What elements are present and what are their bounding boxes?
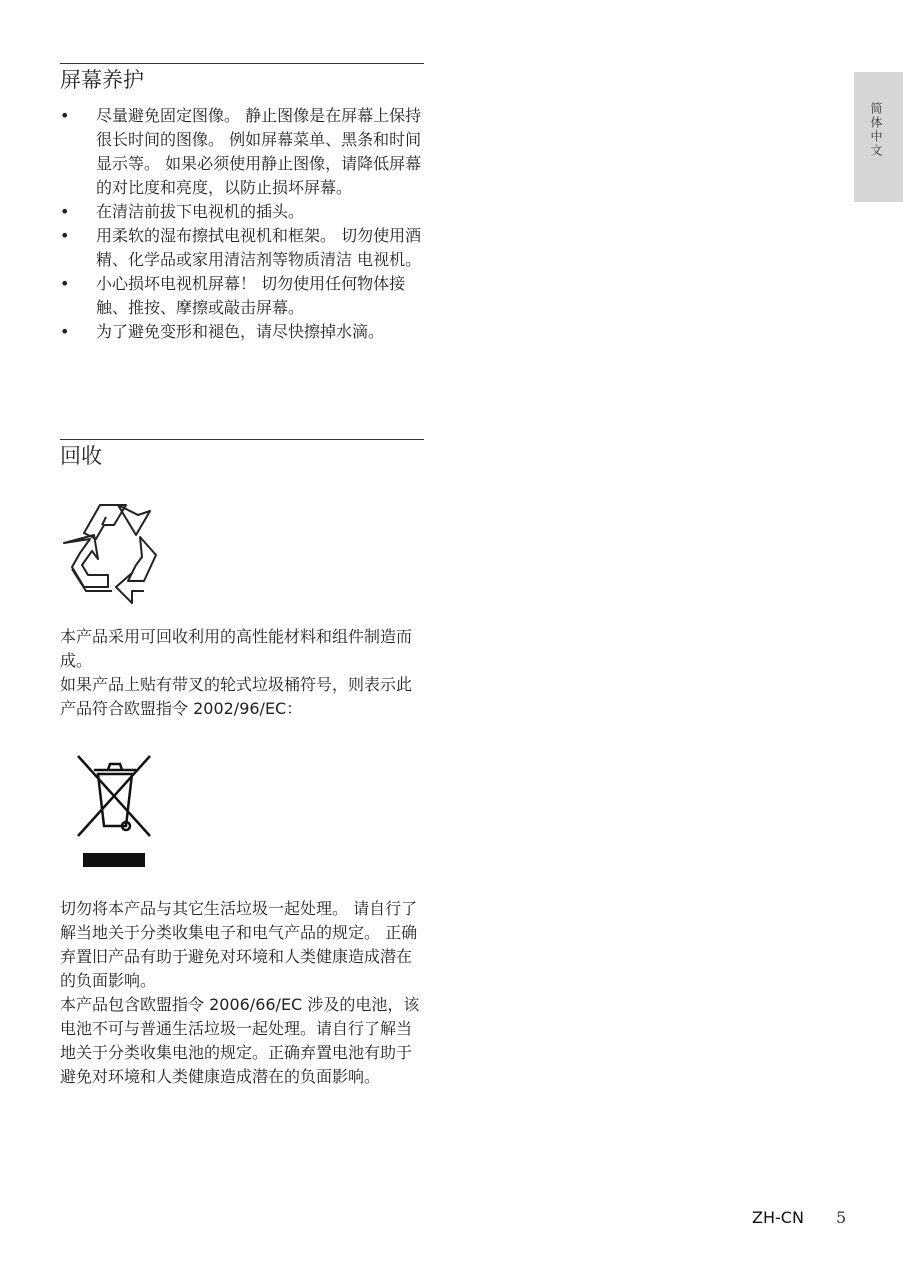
language-side-tab <box>854 72 903 202</box>
list-item: • 为了避免变形和褪色，请尽快擦掉水滴。 <box>60 320 424 344</box>
list-item: • 在清洁前拔下电视机的插头。 <box>60 200 424 224</box>
recycling-text-1 <box>60 625 424 721</box>
bullet-icon: • <box>60 226 70 245</box>
recycling-paragraph-3: 切勿将本产品与其它生活垃圾一起处理。 请自行了解当地关于分类收集电子和电气产品的规定。 正确弃置旧产品有助于避免对环境和人类健康造成潜在的负面影响。 <box>60 899 418 990</box>
recycling-text-2 <box>60 897 424 1089</box>
list-item: • 尽量避免固定图像。 静止图像是在屏幕上保持很长时间的图像。 例如屏幕菜单、黑条和时间显示等。 如果必须使用静止图像，请降低屏幕的对比度和亮度，以防止损坏屏幕。 <box>60 106 422 197</box>
list-item: • 小心损坏电视机屏幕！ 切勿使用任何物体接触、推按、摩擦或敲击屏幕。 <box>60 274 406 317</box>
bullet-icon: • <box>60 202 70 221</box>
list-item: • 用柔软的湿布擦拭电视机和框架。 切勿使用酒精、化学品或家用清洁剂等物质清洁 电视机。 <box>60 226 422 269</box>
screen-care-title: 屏幕养护 <box>60 63 424 94</box>
footer-page-number: 5 <box>836 1208 847 1227</box>
recycling-paragraph-4: 本产品包含欧盟指令 2006/66/EC 涉及的电池，该电池不可与普通生活垃圾一起处理。请自行了解当地关于分类收集电池的规定。正确弃置电池有助于避免对环境和人类健康造成潜在的负面影响。 <box>60 995 420 1086</box>
recycle-icon <box>58 495 170 607</box>
screen-care-list <box>60 104 424 344</box>
bullet-icon: • <box>60 322 70 341</box>
footer-language-code: ZH-CN <box>752 1208 804 1227</box>
recycling-paragraph-2: 如果产品上贴有带叉的轮式垃圾桶符号，则表示此产品符合欧盟指令 2002/96/EC： <box>60 675 413 718</box>
recycling-section <box>60 439 424 470</box>
bullet-icon: • <box>60 274 70 293</box>
recycling-paragraph-1: 本产品采用可回收利用的高性能材料和组件制造而成。 <box>60 627 413 670</box>
screen-care-section <box>60 63 424 344</box>
crossed-out-wheelie-bin-icon <box>74 752 154 870</box>
recycling-title: 回收 <box>60 439 424 470</box>
side-tab-label: 简体中文 <box>869 102 883 158</box>
bullet-icon: • <box>60 106 70 125</box>
